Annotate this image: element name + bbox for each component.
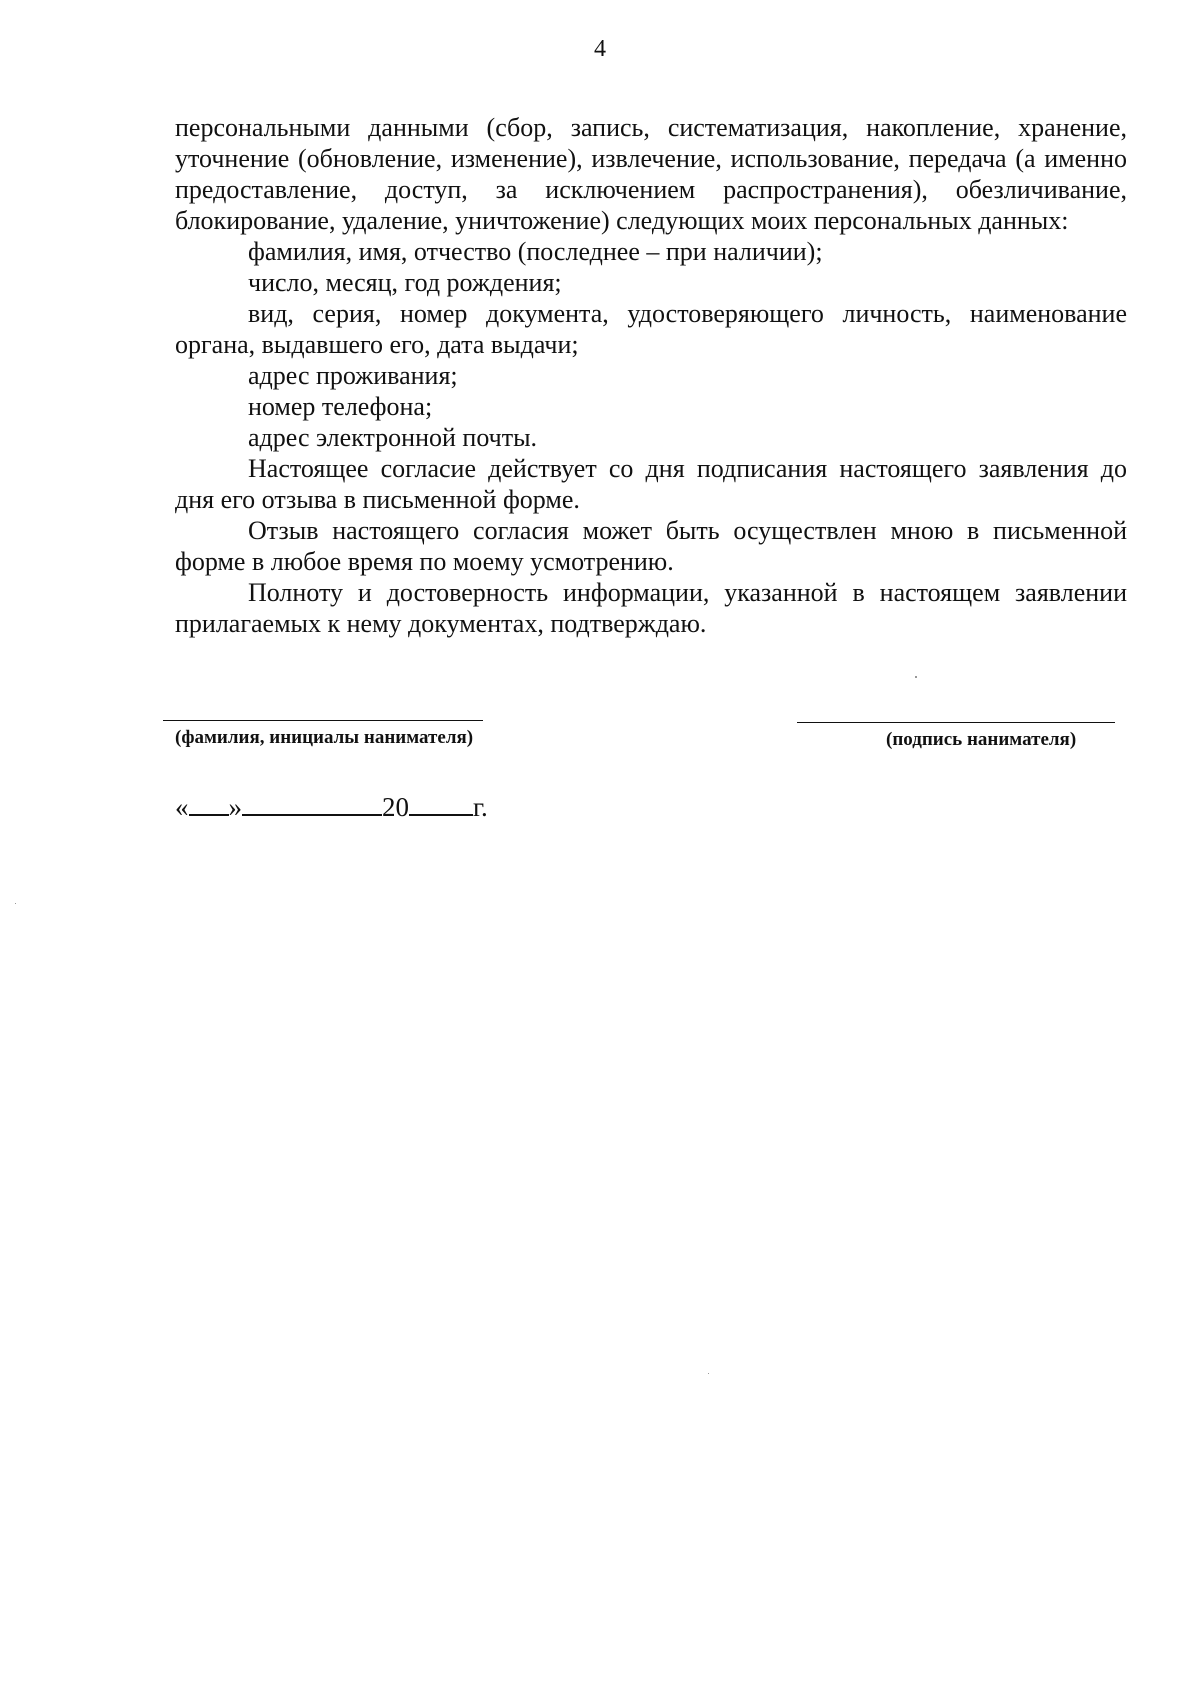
day-blank [189,792,229,816]
scan-speck [708,1373,709,1374]
validity-paragraph: Настоящее согласие действует со дня подписания настоящего заявления до дня его отзыва в письменной форме. [175,454,1127,514]
document-body [175,112,1127,639]
confirmation-paragraph: Полноту и достоверность информации, указанной в настоящем заявлении прилагаемых к нему документах, подтверждаю. [175,578,1127,638]
year-prefix: 20 [382,792,409,822]
intro-paragraph: персональными данными (сбор, запись, систематизация, накопление, хранение, уточнение (обновление, изменение), извлечение, использование, передача (а именно предоставление, доступ, за исключением распространения), обезличивание, блокирование, удаление, уничтожение) следующих моих персональных данных: [175,113,1127,235]
scan-speck [915,676,917,678]
year-blank [409,792,473,816]
list-item-birth-date: число, месяц, год рождения; [248,268,562,297]
name-signature-line [163,720,483,721]
scan-speck [15,903,16,904]
date-open-quote: « [175,792,189,822]
name-caption: (фамилия, инициалы нанимателя) [175,727,474,748]
list-item-address: адрес проживания; [248,361,458,390]
sign-signature-line [797,722,1115,723]
date-line [175,792,488,823]
month-blank [242,792,382,816]
list-item-phone: номер телефона; [248,392,433,421]
page-number: 4 [594,36,606,62]
list-item-identity-document: вид, серия, номер документа, удостоверяющего личность, наименование органа, выдавшего его, дата выдачи; [175,299,1127,359]
date-close-quote: » [228,792,242,822]
sign-caption: (подпись нанимателя) [886,729,1077,750]
year-suffix: г. [473,792,488,822]
list-item-full-name: фамилия, имя, отчество (последнее – при наличии); [248,237,823,266]
list-item-email: адрес электронной почты. [248,423,538,452]
withdrawal-paragraph: Отзыв настоящего согласия может быть осуществлен мною в письменной форме в любое время по моему усмотрению. [175,516,1127,576]
